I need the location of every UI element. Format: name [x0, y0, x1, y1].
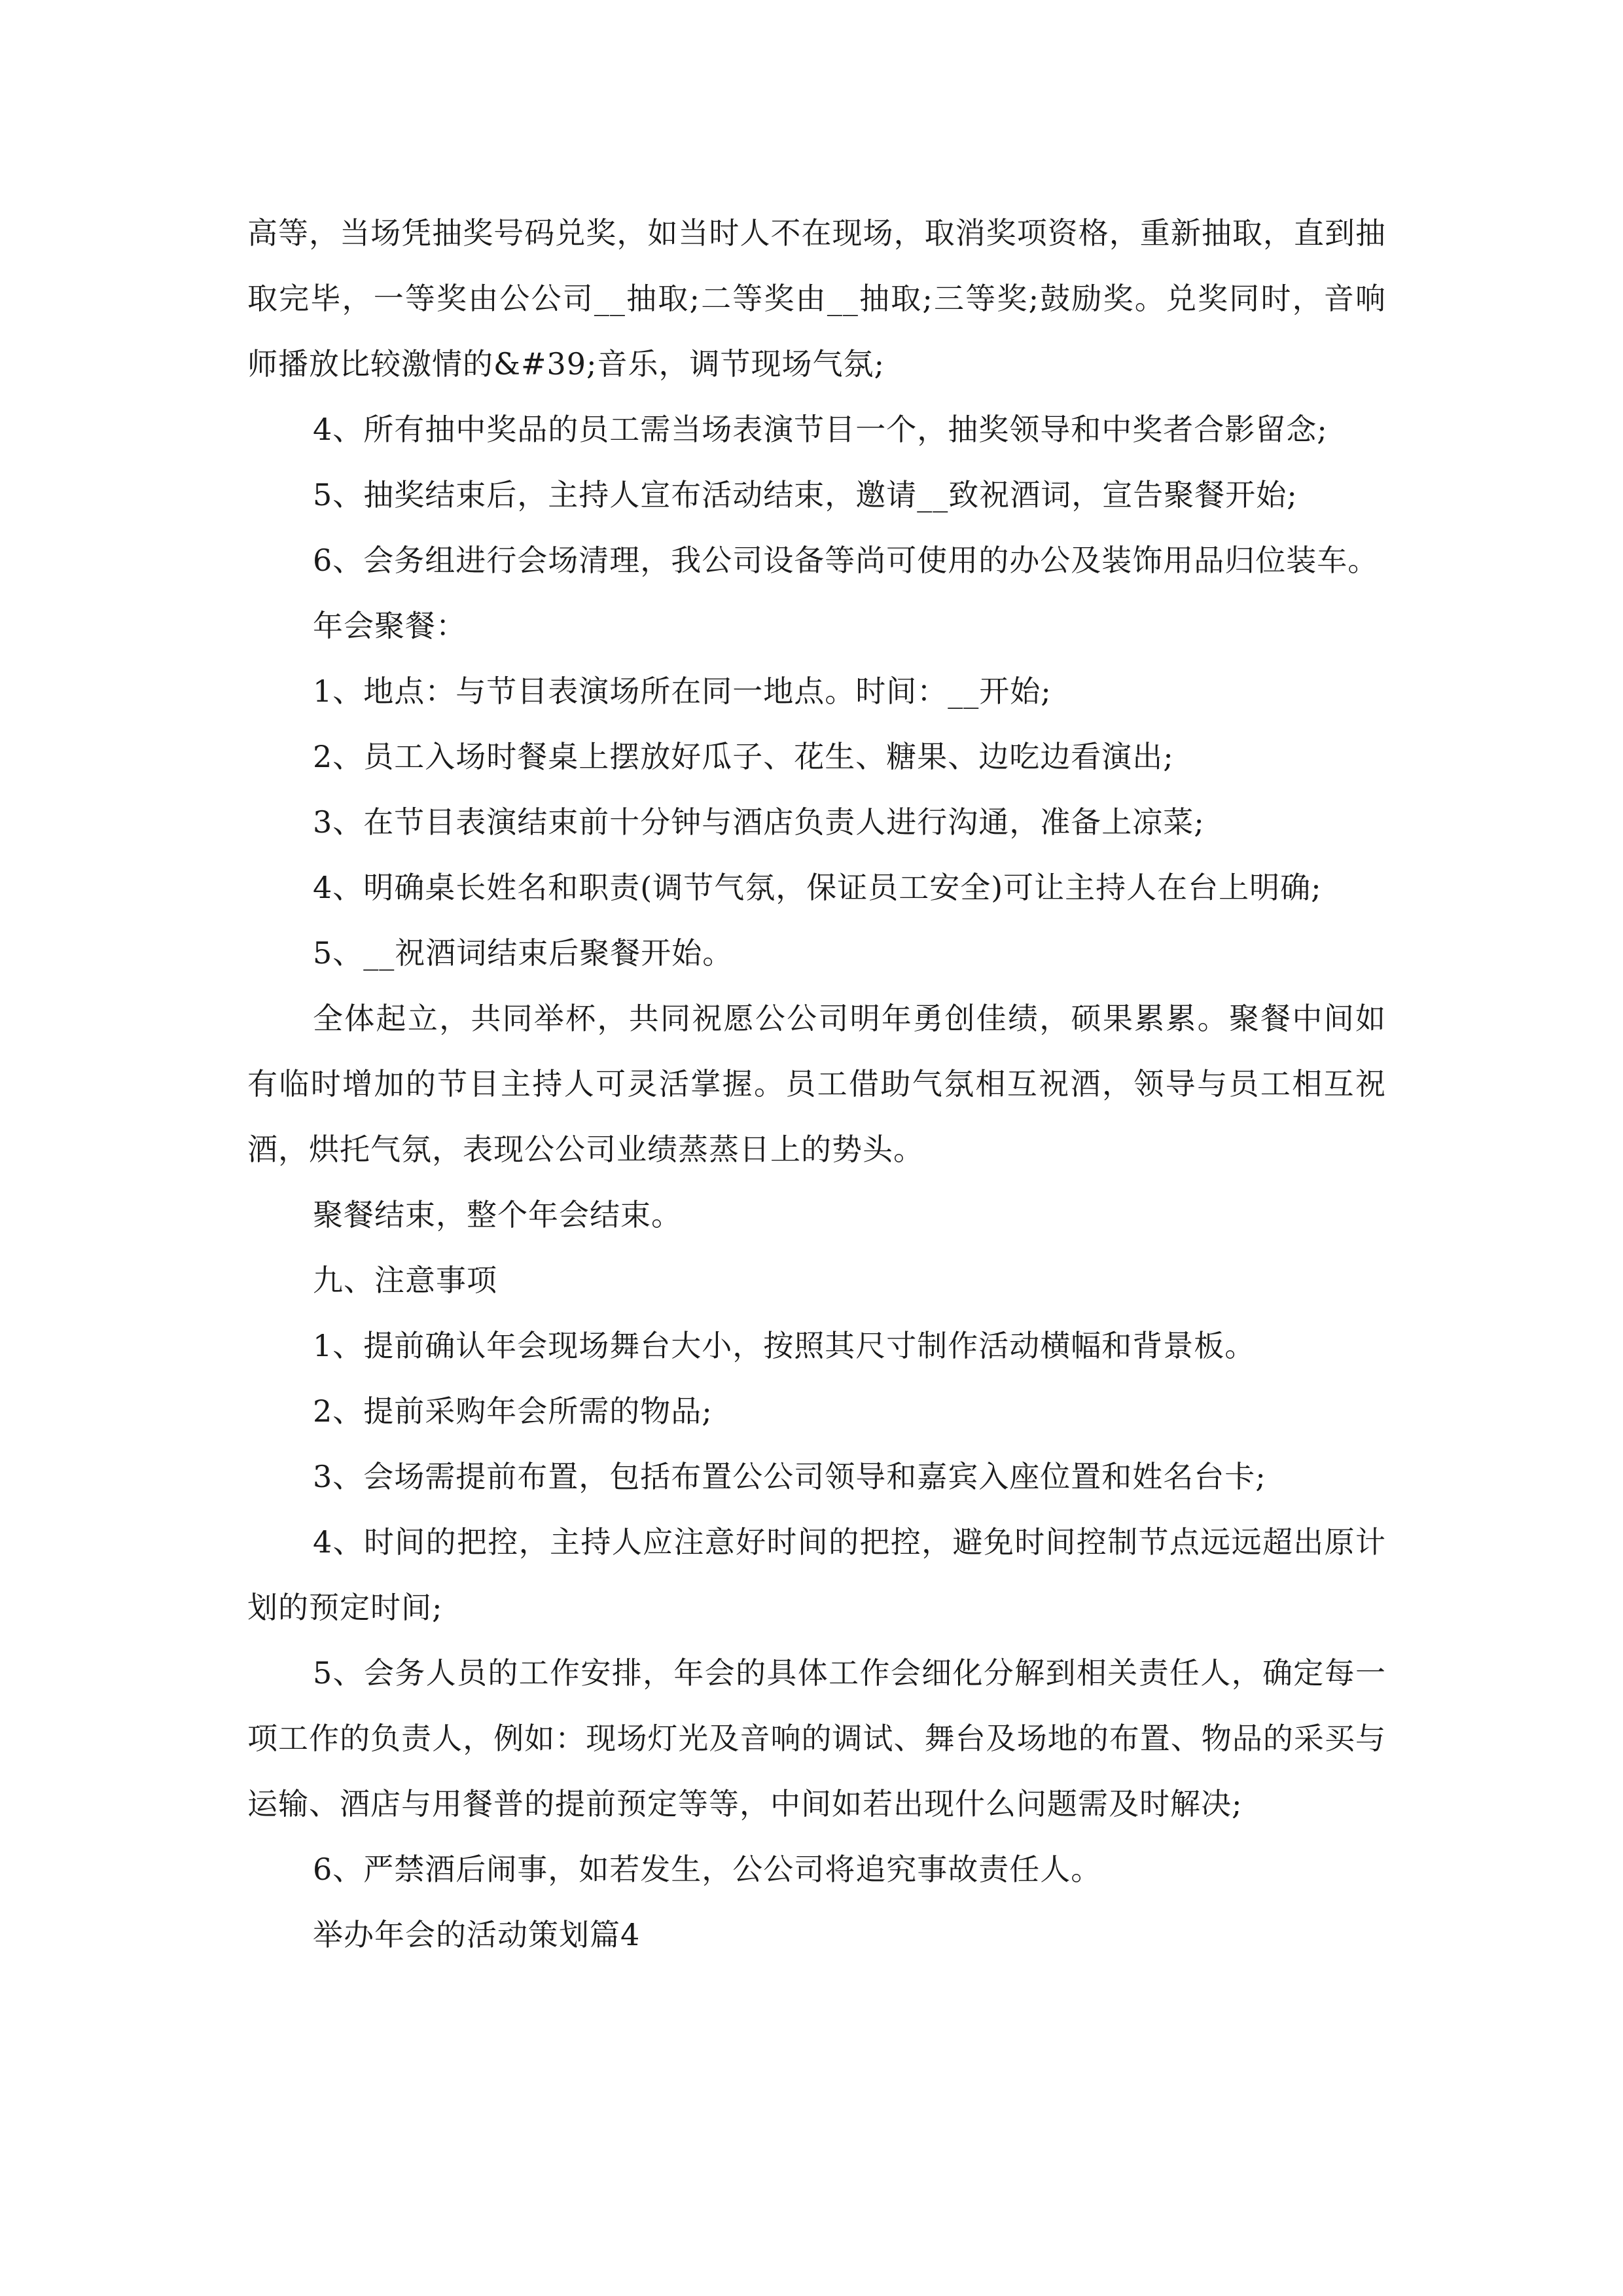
section-heading-notes: 九、注意事项	[313, 1263, 497, 1298]
list-item-stage-size: 1、提前确认年会现场舞台大小，按照其尺寸制作活动横幅和背景板。	[313, 1328, 1256, 1363]
paragraph-venue-cleanup: 6、会务组进行会场清理，我公司设备等尚可使用的办公及装饰用品归位装车。	[313, 543, 1379, 578]
list-item-staff-arrangement: 5、会务人员的工作安排，年会的具体工作会细化分解到相关责任人，确定每一项工作的负责人，例如：现场灯光及音响的调试、舞台及场地的布置、物品的采买与运输、酒店与用餐普的提前预定等等，中间如若出现什么问题需及时解决;	[247, 1655, 1386, 1821]
list-item-no-drunk-trouble: 6、严禁酒后闹事，如若发生，公公司将追究事故责任人。	[313, 1852, 1102, 1887]
paragraph-toast: 全体起立，共同举杯，共同祝愿公公司明年勇创佳绩，硕果累累。聚餐中间如有临时增加的节目主持人可灵活掌握。员工借助气氛相互祝酒，领导与员工相互祝酒，烘托气氛，表现公公司业绩蒸蒸日上的势头。	[247, 1001, 1386, 1167]
document-body	[247, 200, 1386, 1967]
list-item-purchase: 2、提前采购年会所需的物品;	[313, 1393, 713, 1429]
list-item-dinner-cold-dishes: 3、在节目表演结束前十分钟与酒店负责人进行沟通，准备上凉菜;	[313, 804, 1205, 840]
paragraph-draw-end: 5、抽奖结束后，主持人宣布活动结束，邀请__致祝酒词，宣告聚餐开始;	[313, 477, 1298, 512]
paragraph-winners-perform: 4、所有抽中奖品的员工需当场表演节目一个，抽奖领导和中奖者合影留念;	[313, 412, 1328, 447]
section-title-plan-4: 举办年会的活动策划篇4	[313, 1917, 641, 1952]
paragraph-event-end: 聚餐结束，整个年会结束。	[313, 1197, 682, 1232]
paragraph-prize-draw-continued: 高等，当场凭抽奖号码兑奖，如当时人不在现场，取消奖项资格，重新抽取，直到抽取完毕，一等奖由公公司__抽取;二等奖由__抽取;三等奖;鼓励奖。兑奖同时，音响师播放比较激情的&#39;音乐，调节现场气氛;	[247, 215, 1386, 382]
list-item-dinner-snacks: 2、员工入场时餐桌上摆放好瓜子、花生、糖果、边吃边看演出;	[313, 739, 1174, 774]
list-item-time-control: 4、时间的把控，主持人应注意好时间的把控，避免时间控制节点远远超出原计划的预定时间;	[247, 1524, 1386, 1625]
list-item-dinner-start: 5、__祝酒词结束后聚餐开始。	[313, 935, 734, 971]
section-heading-dinner: 年会聚餐：	[313, 608, 467, 643]
list-item-venue-setup: 3、会场需提前布置，包括布置公公司领导和嘉宾入座位置和姓名台卡;	[313, 1459, 1266, 1494]
list-item-table-leader: 4、明确桌长姓名和职责(调节气氛，保证员工安全)可让主持人在台上明确;	[313, 870, 1322, 905]
list-item-dinner-location: 1、地点：与节目表演场所在同一地点。时间：__开始;	[313, 673, 1052, 709]
